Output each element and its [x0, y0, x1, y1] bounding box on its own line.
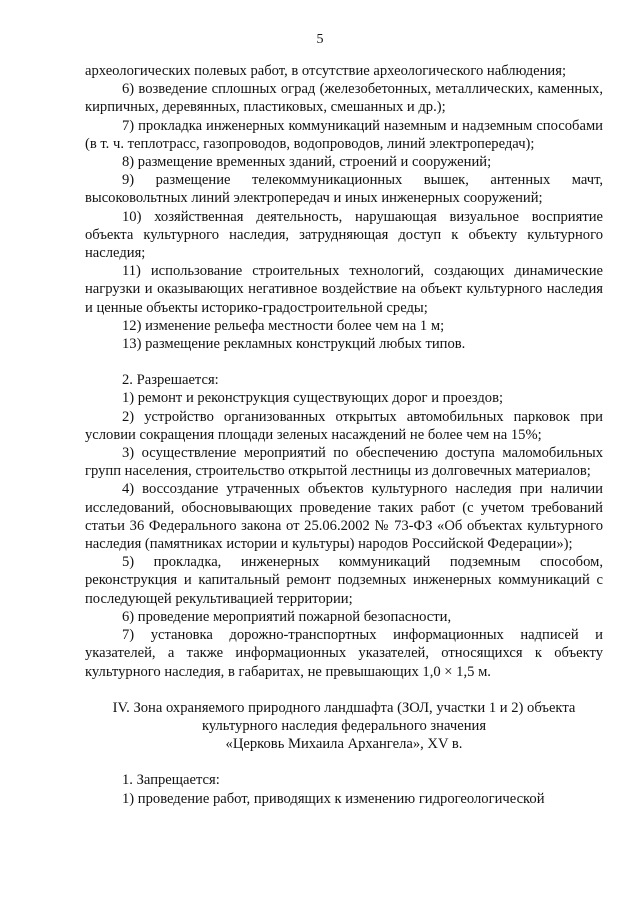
section-heading-line: IV. Зона охраняемого природного ландшафта (ЗОЛ, участки 1 и 2) объекта [112, 699, 576, 716]
list-item: 7) установка дорожно-транспортных информационных надписей и указателей, а также информационных указателей, относящихся к объекту культурного наследия, в габаритах, не превышающих 1,0 × 1,5 м. [85, 627, 603, 680]
list-item: 6) возведение сплошных оград (железобетонных, металлических, каменных, кирпичных, деревянных, пластиковых, смешанных и др.); [85, 81, 603, 116]
list-item: 3) осуществление мероприятий по обеспечению доступа маломобильных групп населения, строительство открытой лестницы из долговечных материалов; [85, 445, 603, 480]
list-item: 12) изменение рельефа местности более чем на 1 м; [122, 317, 445, 334]
section-heading-line: «Церковь Михаила Архангела», XV в. [225, 736, 463, 753]
list-item: 8) размещение временных зданий, строений и сооружений; [122, 154, 492, 171]
list-item: 5) прокладка, инженерных коммуникаций подземным способом, реконструкция и капитальный ремонт подземных инженерных коммуникаций с последующей рекультивацией территории; [85, 554, 603, 607]
list-item: 1) ремонт и реконструкция существующих дорог и проездов; [122, 390, 504, 407]
document-body [85, 62, 603, 808]
list-item: 10) хозяйственная деятельность, нарушающая визуальное восприятие объекта культурного наследия, затрудняющая доступ к объекту культурного наследия; [85, 208, 603, 262]
paragraph: археологических полевых работ, в отсутствие археологического наблюдения; [85, 63, 567, 79]
list-item: 9) размещение телекоммуникационных вышек, антенных мачт, высоковольтных линий электропередач и иных инженерных сооружений; [85, 172, 603, 207]
list-item: 6) проведение мероприятий пожарной безопасности, [122, 608, 452, 625]
allowed-title: 2. Разрешается: [122, 372, 219, 389]
list-item: 1) проведение работ, приводящих к изменению гидрогеологической [122, 790, 545, 807]
prohibited-title: 1. Запрещается: [122, 772, 220, 789]
list-item: 4) воссоздание утраченных объектов культурного наследия при наличии исследований, обосновывающих проведение таких работ (с учетом требований статьи 36 Федерального закона от 25.06.2002 № 73-ФЗ «Об объектах культурного наследия (памятниках истории и культуры) народов Российской Федерации»); [85, 481, 603, 553]
list-item: 11) использование строительных технологий, создающих динамические нагрузки и оказывающих негативное воздействие на объект культурного наследия и ценные объекты историко-градостроительной среды; [85, 263, 603, 316]
list-item: 2) устройство организованных открытых автомобильных парковок при условии сокращения площади зеленых насаждений не более чем на 15%; [85, 408, 603, 443]
section-heading-line: культурного наследия федерального значения [201, 717, 487, 734]
page-number: 5 [316, 32, 324, 47]
list-item: 13) размещение рекламных конструкций любых типов. [122, 336, 466, 353]
list-item: 7) прокладка инженерных коммуникаций наземным и надземным способами (в т. ч. теплотрасс, газопроводов, водопроводов, линий электропередач); [85, 117, 603, 152]
